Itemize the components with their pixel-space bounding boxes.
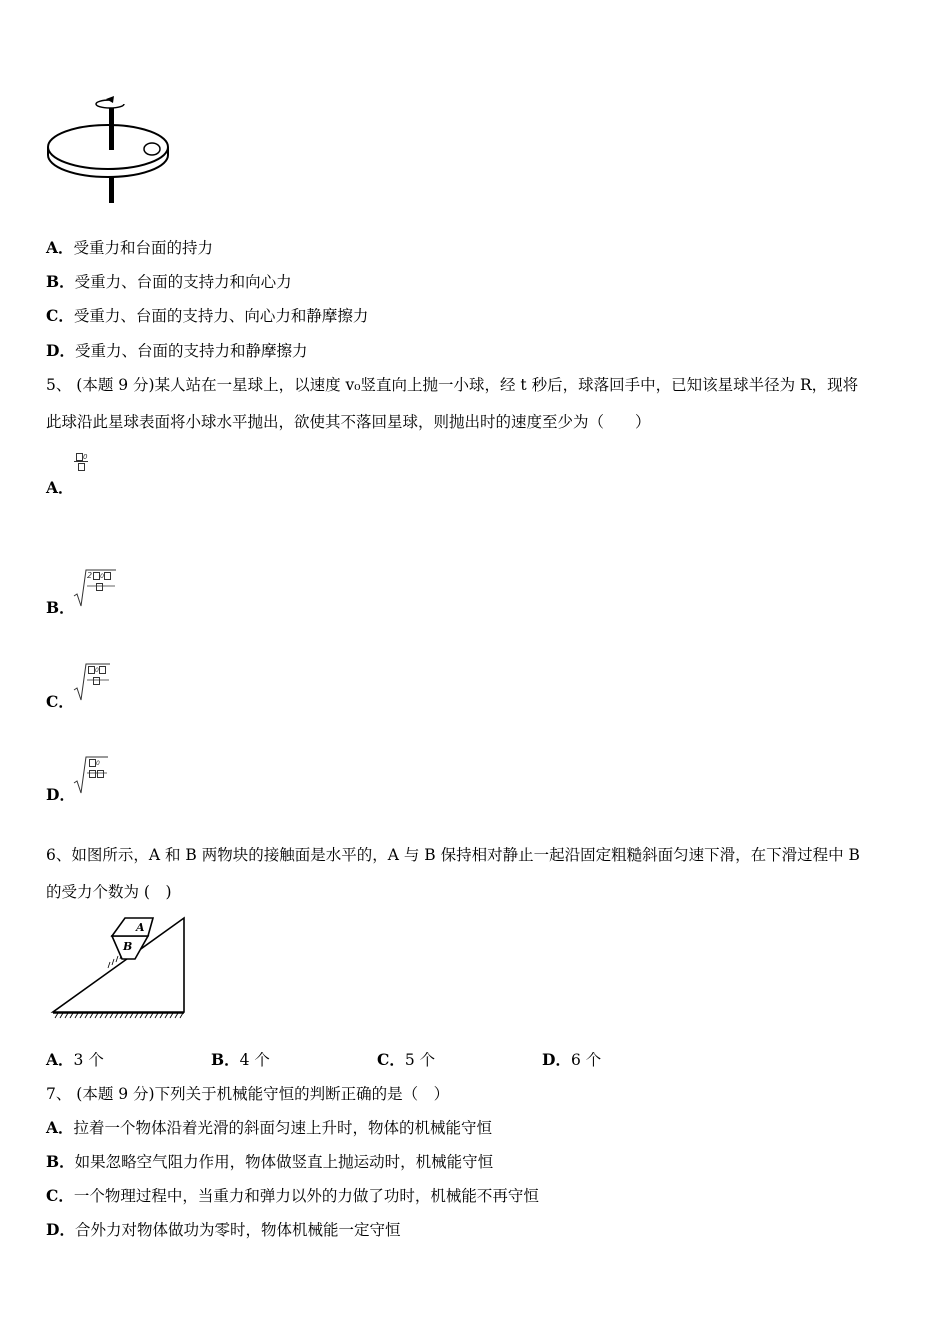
q6-option-a[interactable]: A．3 个 — [46, 1050, 104, 1069]
q5-option-a-formula: 0 — [74, 452, 88, 471]
q5-option-c[interactable]: C． — [46, 692, 74, 711]
block-a-label: A — [136, 921, 145, 934]
q5-option-d-formula: 0 — [88, 758, 104, 778]
q6-stem-line2: 的受力个数为 ( ) — [46, 883, 172, 901]
q7-option-a[interactable]: A．拉着一个物体沿着光滑的斜面匀速上升时，物体的机械能守恒 — [46, 1118, 493, 1137]
q5-stem-line2: 此球沿此星球表面将小球水平抛出，欲使其不落回星球，则抛出时的速度至少为（ ） — [46, 413, 651, 431]
q4-option-d[interactable]: D．受重力、台面的支持力和静摩擦力 — [46, 341, 308, 360]
q4-option-a[interactable]: A．受重力和台面的持力 — [46, 238, 214, 257]
q7-option-c[interactable]: C．一个物理过程中，当重力和弹力以外的力做了功时，机械能不再守恒 — [46, 1186, 539, 1205]
q7-option-b[interactable]: B．如果忽略空气阻力作用，物体做竖直上抛运动时，机械能守恒 — [46, 1152, 494, 1171]
incline-figure — [50, 912, 190, 1024]
q6-stem-line1: 6、如图所示，A 和 B 两物块的接触面是水平的，A 与 B 保持相对静止一起沿固定粗糙斜面匀速下滑，在下滑过程中 B — [46, 846, 860, 864]
q6-option-b[interactable]: B．4 个 — [211, 1050, 270, 1069]
q5-option-c-formula: 0 — [87, 665, 107, 685]
q7-stem: 7、 (本题 9 分)下列关于机械能守恒的判断正确的是（ ） — [46, 1085, 450, 1103]
q5-option-b-formula: 2 0 — [87, 571, 112, 591]
q6-option-d[interactable]: D．6 个 — [542, 1050, 602, 1069]
q5-option-d[interactable]: D． — [46, 785, 75, 804]
q4-option-c[interactable]: C．受重力、台面的支持力、向心力和静摩擦力 — [46, 306, 369, 325]
block-b-label: B — [123, 940, 133, 953]
q7-option-d[interactable]: D．合外力对物体做功为零时，物体机械能一定守恒 — [46, 1220, 401, 1239]
q5-option-a[interactable]: A． — [46, 478, 74, 497]
q6-option-c[interactable]: C．5 个 — [377, 1050, 436, 1069]
turntable-figure — [44, 95, 174, 207]
q5-stem-line1: 5、 (本题 9 分)某人站在一星球上，以速度 v₀竖直向上抛一小球，经 t 秒后，球落回手中，已知该星球半径为 R，现将 — [46, 376, 859, 394]
q4-option-b[interactable]: B．受重力、台面的支持力和向心力 — [46, 272, 292, 291]
q5-option-b[interactable]: B． — [46, 598, 75, 617]
